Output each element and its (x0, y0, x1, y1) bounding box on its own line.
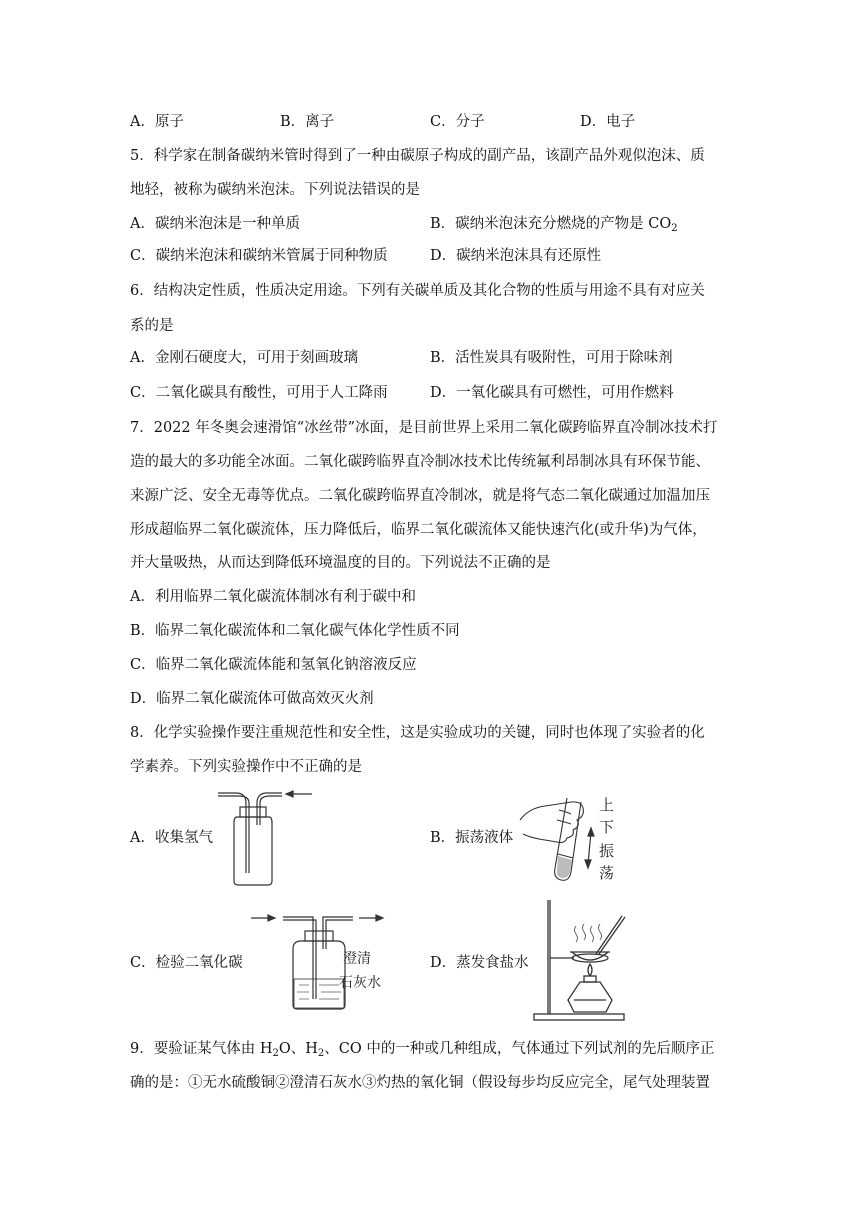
q4-option-b: B．离子 (280, 114, 335, 130)
shake-label-char-4: 荡 (599, 864, 615, 882)
q6-option-c: C．二氧化碳具有酸性，可用于人工降雨 (130, 385, 388, 401)
q7-option-c: C．临界二氧化碳流体能和氢氧化钠溶液反应 (130, 657, 417, 673)
q8-stem-line1: 8．化学实验操作要注重规范性和安全性，这是实验成功的关键，同时也体现了实验者的化 (130, 725, 705, 741)
q6-stem-line2: 系的是 (130, 318, 174, 334)
q4-option-c: C．分子 (430, 114, 485, 130)
shake-label-char-3: 振 (599, 842, 615, 860)
q9-stem-line1: 9．要验证某气体由 $H_2O$、$H_2$、CO 中的一种或几种组成，气体通过下列试剂的先后顺序正 (130, 1041, 715, 1059)
q6-option-d: D．一氧化碳具有可燃性，可用作燃料 (430, 385, 674, 401)
q5-stem-line2: 地轻，被称为碳纳米泡沫。下列说法错误的是 (130, 182, 420, 198)
evaporation-apparatus-figure (530, 896, 645, 1024)
q7-stem-line3: 来源广泛、安全无毒等优点。二氧化碳跨临界直冷制冰，就是将气态二氧化碳通过加温加压 (130, 488, 710, 504)
q8-option-d: D．蒸发食盐水 (430, 955, 529, 971)
q8-option-a: A．收集氢气 (130, 830, 213, 846)
q8-option-c: C．检验二氧化碳 (130, 955, 243, 971)
q4-option-a: A．原子 (130, 114, 184, 130)
shake-label-char-2: 下 (599, 818, 615, 836)
q7-option-b: B．临界二氧化碳流体和二氧化碳气体化学性质不同 (130, 623, 460, 639)
q7-stem-line1: 7．2022 年冬奥会速滑馆“冰丝带”冰面，是目前世界上采用二氧化碳跨临界直冷制冰技术打 (130, 420, 718, 436)
co2-limewater-figure (247, 905, 397, 1020)
q9-stem-line2: 确的是：①无水硫酸铜②澄清石灰水③灼热的氧化铜（假设每步均反应完全，尾气处理装置 (130, 1075, 710, 1091)
q6-stem-line1: 6．结构决定性质，性质决定用途。下列有关碳单质及其化合物的性质与用途不具有对应关 (130, 283, 705, 299)
q8-option-b: B．振荡液体 (430, 830, 514, 846)
q5-stem-line1: 5．科学家在制备碳纳米管时得到了一种由碳原子构成的副产品，该副产品外观似泡沫、质 (130, 148, 705, 164)
q6-option-a: A．金刚石硬度大，可用于刻画玻璃 (130, 350, 358, 366)
q6-option-b: B．活性炭具有吸附性，可用于除味剂 (430, 350, 673, 366)
gas-collection-bottle-figure (212, 785, 322, 887)
q7-stem-line2: 造的最大的多功能全冰面。二氧化碳跨临界直冷制冰技术比传统氟利昂制冰具有环保节能、 (130, 454, 710, 470)
q8-stem-line2: 学素养。下列实验操作中不正确的是 (130, 759, 362, 775)
q5-option-c: C．碳纳米泡沫和碳纳米管属于同种物质 (130, 248, 388, 264)
limewater-label-line2: 石灰水 (339, 975, 381, 991)
q5-option-b: B．碳纳米泡沫充分燃烧的产物是 $CO_2$ (430, 216, 678, 234)
q5-option-d: D．碳纳米泡沫具有还原性 (430, 248, 602, 264)
q7-stem-line5: 并大量吸热，从而达到降低环境温度的目的。下列说法不正确的是 (130, 555, 551, 571)
q7-option-d: D．临界二氧化碳流体可做高效灭火剂 (130, 691, 374, 707)
q5-option-a: A．碳纳米泡沫是一种单质 (130, 216, 300, 232)
shaking-test-tube-figure (515, 790, 625, 892)
q7-stem-line4: 形成超临界二氧化碳流体，压力降低后，临界二氧化碳流体又能快速汽化(或升华)为气体， (130, 522, 707, 538)
shake-label-char-1: 上 (599, 796, 615, 814)
limewater-label-line1: 澄清 (343, 951, 371, 967)
q7-option-a: A．利用临界二氧化碳流体制冰有利于碳中和 (130, 589, 416, 605)
q4-option-d: D．电子 (580, 114, 636, 130)
